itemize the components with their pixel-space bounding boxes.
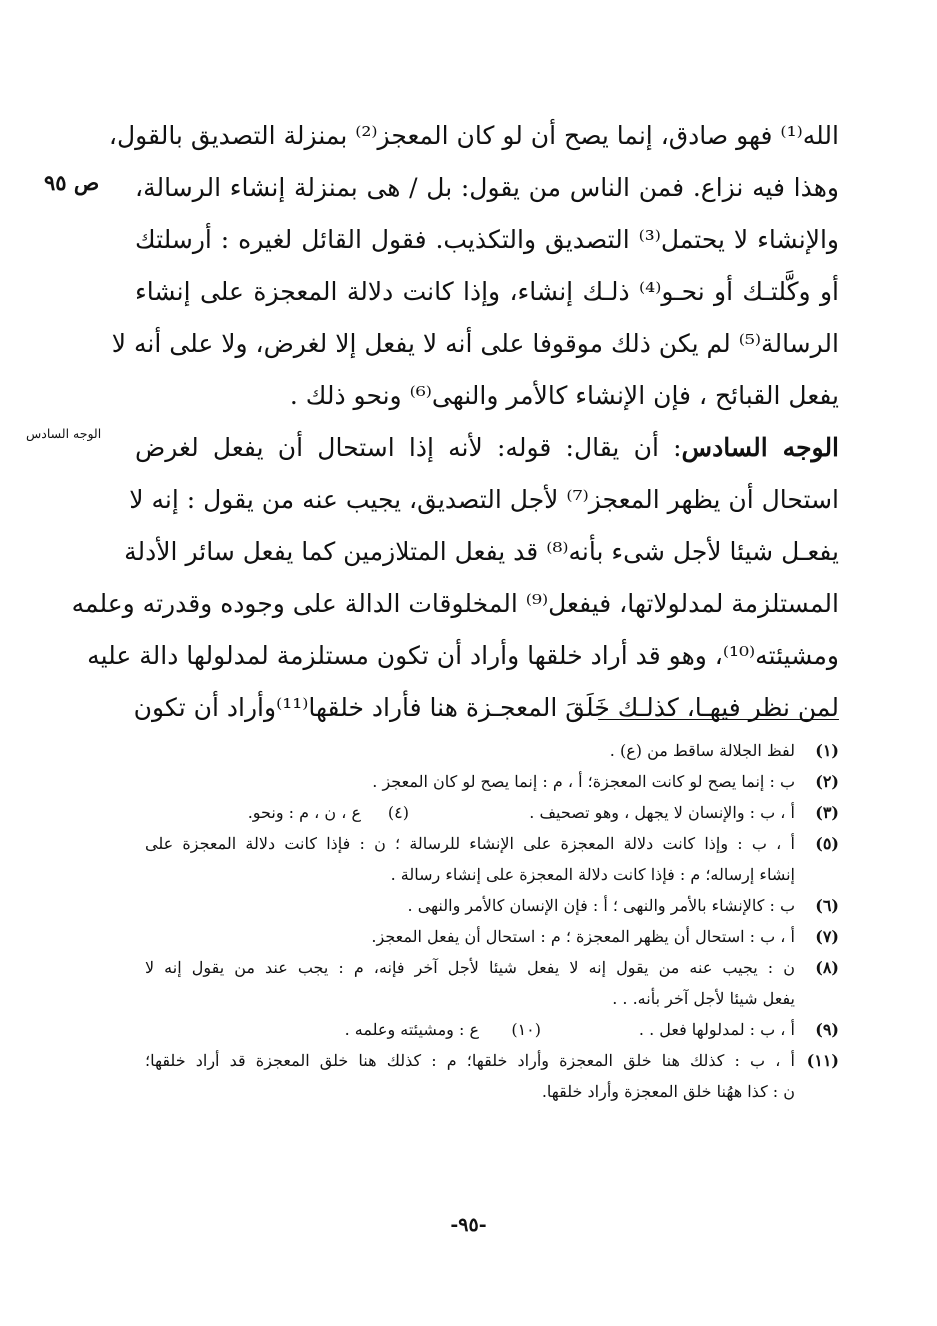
footnotes xyxy=(145,735,839,1107)
footnote-text: أ ، ب : والإنسان لا يجهل ، وهو تصحيف . xyxy=(529,803,795,822)
footnote-continuation xyxy=(145,983,839,1014)
footnote-continuation xyxy=(145,1076,839,1107)
footnote-number: (٨) xyxy=(815,958,839,977)
footnote-text: أ ، ب : وإذا كانت دلالة المعجزة على الإنشاء للرسالة ؛ ن : فإذا كانت دلالة المعجزة على xyxy=(145,834,795,853)
footnote xyxy=(145,797,839,828)
footnote-text: أ ، ب : كذلك هنا خلق المعجزة وأراد خلقها؛ م : كذلك هنا خلق المعجزة قد أراد خلقها؛ xyxy=(145,1051,795,1070)
footnote-number: (١٠) xyxy=(511,1020,541,1039)
footnote xyxy=(145,735,839,766)
footnote-text: أ ، ب : استحال أن يظهر المعجزة ؛ م : استحال أن يفعل المعجز. xyxy=(371,927,795,946)
footnote-number: (٥) xyxy=(815,834,839,853)
footnote xyxy=(145,890,839,921)
page-number: -٩٥- xyxy=(450,1214,487,1236)
footnote-continuation xyxy=(145,859,839,890)
footnote-text: يفعل شيئا لأجل آخر بأنه. . . xyxy=(612,989,795,1008)
text-line: الله⁽¹⁾ فهو صادق، إنما يصح أن لو كان المعجز⁽²⁾ بمنزلة التصديق بالقول، xyxy=(108,121,839,150)
footnote-text: إنشاء إرساله؛ م : فإذا كانت دلالة المعجزة على إنشاء رسالة . xyxy=(390,865,795,884)
margin-section-label: الوجه السادس xyxy=(26,426,102,441)
footnote-text: ن : يجيب عنه من يقول إنه لا يفعل شيئا لأجل آخر فإنه، م : يجب عند من يقول إنه لا xyxy=(145,958,796,977)
text-line: والإنشاء لا يحتمل⁽³⁾ التصديق والتكذيب. فقول القائل لغيره : أرسلتك xyxy=(135,225,839,254)
footnote xyxy=(145,828,839,859)
footnote xyxy=(145,766,839,797)
text-line: أو وكَّلتـك أو نحـو⁽⁴⁾ ذلـك إنشاء، وإذا كانت دلالة المعجزة على إنشاء xyxy=(135,277,839,306)
footnote-number: (٦) xyxy=(815,896,839,915)
footnote-number: (٢) xyxy=(815,772,839,791)
footnote xyxy=(145,921,839,952)
footnote-text: ب : إنما يصح لو كانت المعجزة؛ أ ، م : إنما يصح لو كان المعجز . xyxy=(372,772,795,791)
section-heading-line xyxy=(135,422,839,474)
footnote-text: ع : ومشيئته وعلمه . xyxy=(344,1020,479,1039)
text-line: لمن نظر فيهـا، كذلـك خَلَقَ المعجـزة هنا فأراد خلقها⁽¹¹⁾وأراد أن تكون xyxy=(133,693,839,722)
footnote-number: (٩) xyxy=(815,1020,839,1039)
text-line: استحال أن يظهر المعجز⁽⁷⁾ لأجل التصديق، يجيب عنه من يقول : إنه لا xyxy=(129,485,839,514)
footnote-number: (١) xyxy=(815,741,839,760)
text-line: الرسالة⁽⁵⁾ لم يكن ذلك موقوفا على أنه لا يفعل إلا لغرض، ولا على أنه لا xyxy=(111,329,839,358)
text-line: يفعل القبائح ، فإن الإنشاء كالأمر والنهى⁽⁶⁾ ونحو ذلك . xyxy=(289,381,839,410)
footnote xyxy=(145,952,839,983)
footnote-text: لفظ الجلالة ساقط من (ع) . xyxy=(609,741,795,760)
section-heading-text: الوجه السادس: أن يقال: قوله: لأنه إذا استحال أن يفعل لغرض xyxy=(135,433,840,462)
footnote-separator xyxy=(598,719,839,720)
text-line: يفعـل شيئا لأجل شىء بأنه⁽⁸⁾ قد يفعل المتلازمين كما يفعل سائر الأدلة xyxy=(124,537,839,566)
footnote xyxy=(145,1045,839,1076)
footnote-text: ب : كالإنشاء بالأمر والنهى ؛ أ : فإن الإنسان كالأمر والنهى . xyxy=(407,896,795,915)
section-heading-title: الوجه السادس xyxy=(681,433,840,462)
footnote-text: ن : كذا ههُنا خلق المعجزة وأراد خلقها. xyxy=(541,1082,795,1101)
footnote-number: (١١) xyxy=(806,1051,839,1070)
footnote-number: (٤) xyxy=(387,803,409,822)
text-line: وهذا فيه نزاع. فمن الناس من يقول: بل / هى بمنزلة إنشاء الرسالة، xyxy=(135,173,839,202)
footnote-number: (٧) xyxy=(815,927,839,946)
footnote-number: (٣) xyxy=(815,803,839,822)
footnote-text: أ ، ب : لمدلولها فعل . . xyxy=(638,1020,795,1039)
text-line: المستلزمة لمدلولاتها، فيفعل⁽⁹⁾ المخلوقات الدالة على وجوده وقدرته وعلمه xyxy=(71,589,839,618)
margin-page-reference: ص ٩٥ xyxy=(44,170,100,195)
footnote xyxy=(145,1014,839,1045)
text-line: ومشيئته⁽¹⁰⁾، وهو قد أراد خلقها وأراد أن تكون مستلزمة لمدلولها دالة عليه xyxy=(87,641,839,670)
footnote-text: ع ، ن ، م : ونحو. xyxy=(247,803,361,822)
